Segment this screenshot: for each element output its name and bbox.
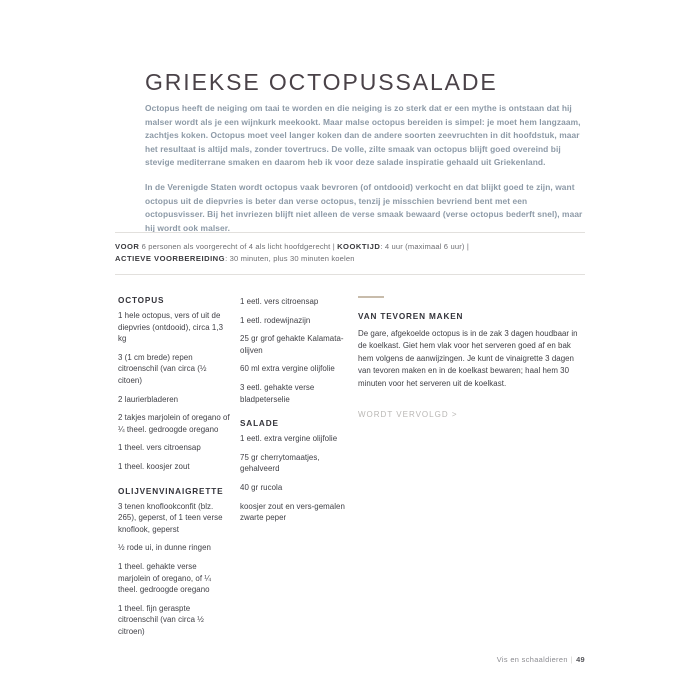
intro-paragraph-2: In de Verenigde Staten wordt octopus vaak bevroren (of ontdooid) verkocht en dat blijkt goed te zijn, want octopus uit de diepvries is beter dan verse octopus, tenzij je misschien bevriend bent met een octopusvisser. Bij het invriezen blijft niet alleen de verse smaak bewaard (verse octopus bederft snel), maar hij wordt ook malser. — [145, 181, 583, 233]
intro-block — [145, 102, 585, 235]
meta-serves-value: 6 personen als voorgerecht of 4 als licht hoofdgerecht — [141, 242, 331, 251]
ingredient-item: 3 eetl. gehakte verse bladpeterselie — [240, 382, 315, 404]
ingredient-group-heading: SALADE — [240, 419, 279, 429]
meta-line-1: VOOR 6 personen als voorgerecht of 4 als licht hoofdgerecht | KOOKTIJD: 4 uur (maximaal 6 uur) | — [115, 242, 469, 251]
ingredient-item: 25 gr grof gehakte Kalamata-olijven — [240, 334, 344, 355]
ingredient-group-heading: OLIJVENVINAIGRETTE — [118, 486, 224, 496]
meta-line-2: ACTIEVE VOORBEREIDING: 30 minuten, plus 30 minuten koelen — [115, 254, 355, 264]
continued-link[interactable]: WORDT VERVOLGD > — [358, 410, 458, 420]
meta-prep-value: 30 minuten, plus 30 minuten koelen — [229, 254, 355, 264]
intro-paragraph-1: Octopus heeft de neiging om taai te worden en die neiging is zo sterk dat er een mythe is ontstaan dat hij malser wordt als je een wijnkurk meekookt. Maar malse octopus bereiden is simpel: je moet hem langzaam, zachtjes koken. Octopus moet veel langer koken dan de andere soorten zeevruchten in dit hoofdstuk, maar het resultaat is altijd mals, zonder tovertrucs. De volle, zilte smaak van octopus blijft goed overeind bij stevige mediterrane smaken en daarom heb ik voor deze salade inspiratie gehaald uit Griekenland. — [145, 103, 581, 168]
ingredient-item: 75 gr cherrytomaatjes, gehalveerd — [240, 452, 320, 474]
ingredient-item: 2 takjes marjolein of oregano of ¼ theel. gedroogde oregano — [118, 413, 230, 434]
footer-page-number: 49 — [576, 655, 585, 664]
ingredients-column-2 — [240, 296, 352, 531]
ingredient-item: 1 eetl. vers citroensap — [240, 297, 319, 306]
meta-divider-1: | — [332, 242, 335, 251]
ingredient-item: 40 gr rucola — [240, 482, 283, 492]
ingredient-item: 1 theel. koosjer zout — [118, 461, 190, 471]
page-footer — [497, 655, 585, 664]
ingredient-item: 1 theel. vers citroensap — [118, 443, 201, 453]
ingredient-item: 3 (1 cm brede) repen citroenschil (van circa (½ citoen) — [118, 352, 207, 385]
meta-serves-label: VOOR — [115, 242, 140, 251]
ingredient-item: koosjer zout en vers-gemalen zwarte peper — [240, 501, 345, 523]
make-ahead-body: De gare, afgekoelde octopus is in de zak 3 dagen houdbaar in de koelkast. Giet hem vlak voor het serveren goed af en bak hem volgens de aanwijzingen. Je kunt de vinaigrette 3 dagen van tevoren maken en in de koelkast bewaren; haal hem 30 minuten voor het serveren uit de koelkast. — [358, 329, 578, 388]
meta-cooktime-label: KOOKTIJD — [337, 242, 381, 251]
recipe-meta-strip — [115, 232, 585, 275]
footer-separator: | — [570, 655, 574, 664]
ingredient-item: ½ rode ui, in dunne ringen — [118, 543, 211, 553]
make-ahead-note — [358, 296, 588, 419]
ingredient-item: 2 laurierbladeren — [118, 394, 179, 404]
meta-cooktime-value: 4 uur (maximaal 6 uur) — [384, 242, 465, 251]
ingredients-column-1 — [118, 296, 230, 644]
meta-divider-2: | — [466, 242, 469, 251]
page-title: GRIEKSE OCTOPUSSALADE — [145, 69, 498, 96]
ingredient-item: 1 eetl. extra vergine olijfolie — [240, 434, 338, 444]
ingredient-item: 3 tenen knoflookconfit (blz. 265), geperst, of 1 teen verse knoflook, geperst — [118, 501, 223, 534]
make-ahead-heading: VAN TEVOREN MAKEN — [358, 312, 464, 321]
ingredient-item: 1 eetl. rodewijnazijn — [240, 315, 311, 325]
meta-prep-label: ACTIEVE VOORBEREIDING — [115, 254, 226, 264]
ingredient-item: 60 ml extra vergine olijfolie — [240, 364, 335, 374]
decorative-rule-icon — [358, 296, 384, 298]
footer-chapter: Vis en schaaldieren — [496, 655, 568, 664]
ingredient-item: 1 theel. gehakte verse marjolein of oregano, of ¼ theel. gedroogde oregano — [118, 561, 211, 595]
ingredient-group-heading: OCTOPUS — [118, 296, 165, 305]
ingredient-item: 1 theel. fijn geraspte citroenschil (van circa ½ citroen) — [118, 603, 204, 636]
ingredient-item: 1 hele octopus, vers of uit de diepvries (ontdooid), circa 1,3 kg — [118, 311, 224, 344]
